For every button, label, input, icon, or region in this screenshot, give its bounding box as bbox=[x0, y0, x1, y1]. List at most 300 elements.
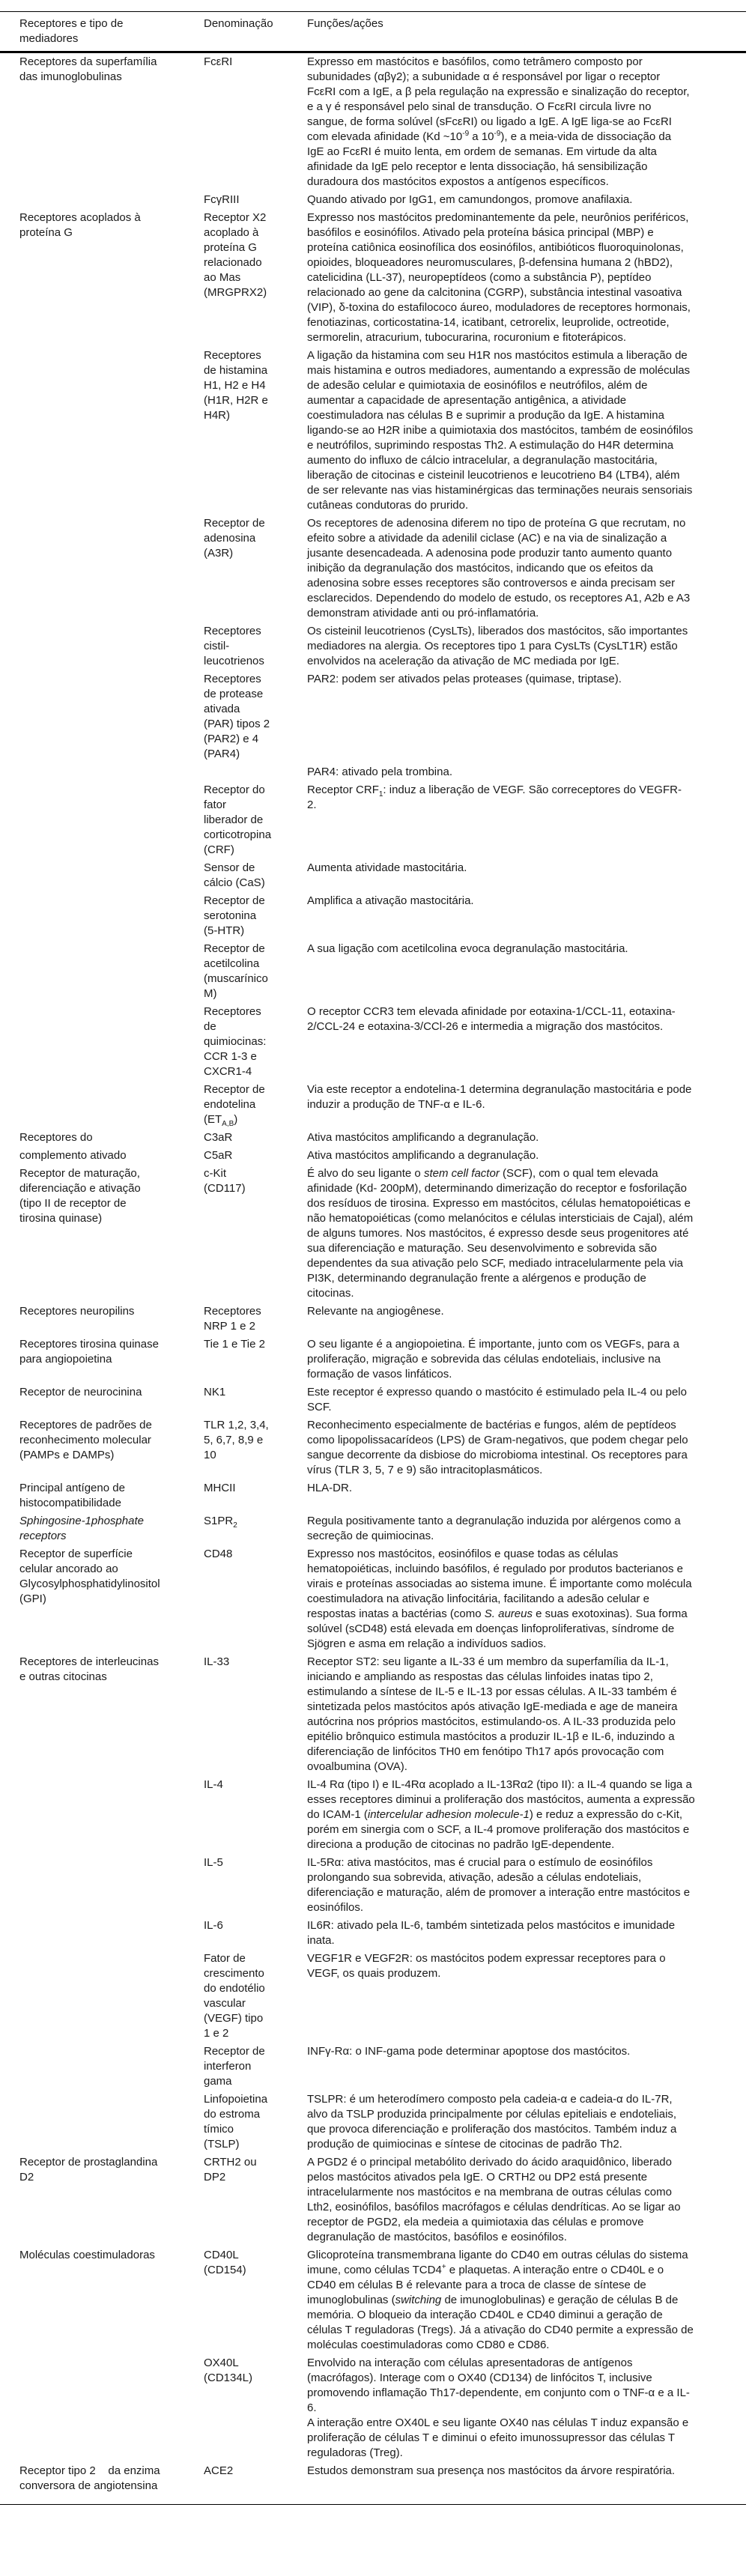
text-line: Relevante na angiogênese. bbox=[307, 1305, 444, 1318]
table-row bbox=[0, 1776, 746, 1854]
denomination-cell bbox=[204, 1950, 307, 2043]
table-row bbox=[0, 1129, 746, 1147]
text-line: FcεRI com a IgE, a β pela regulação na expressão e sinalização do receptor, bbox=[307, 85, 690, 98]
text-line: Receptores acoplados à bbox=[19, 211, 141, 224]
table-row bbox=[0, 763, 746, 781]
text-segment: ) e reduz a expressão do c-Kit, bbox=[529, 1808, 683, 1821]
receptor-type-cell bbox=[0, 191, 204, 209]
denomination-cell bbox=[204, 52, 307, 192]
text-line: (5-HTR) bbox=[204, 924, 245, 937]
text-line: Receptor de bbox=[204, 517, 265, 530]
denomination-cell bbox=[204, 1416, 307, 1479]
receptor-type-cell bbox=[0, 1950, 204, 2043]
text-line: Reconhecimento especialmente de bactérias e fungos, além de peptídeos bbox=[307, 1419, 676, 1431]
text-line: Ativa mastócitos amplificando a degranulação. bbox=[307, 1149, 539, 1162]
text-line: direciona a produção de citocinas no padrão IgE-dependente. bbox=[307, 1838, 615, 1851]
text-line: de ser relevante nas vias histaminérgicas das terminações neurais sensoriais bbox=[307, 484, 693, 497]
text-line: C5aR bbox=[204, 1149, 233, 1162]
receptor-type-cell bbox=[0, 2154, 204, 2246]
text-line: relacionado bbox=[204, 256, 262, 269]
receptor-type-cell bbox=[0, 1854, 204, 1917]
text-line: coestimuladora na ativação linfocitária, facilitando a adesão celular e bbox=[307, 1592, 649, 1605]
text-line: formação de vasos linfáticos. bbox=[307, 1368, 452, 1381]
table-row bbox=[0, 2462, 746, 2505]
text-line: envolvidos na aceleração da ativação de MC mediada por IgE. bbox=[307, 655, 619, 667]
denomination-cell bbox=[204, 940, 307, 1003]
text-line: Fator de bbox=[204, 1952, 246, 1965]
receptor-type-cell bbox=[0, 859, 204, 892]
table-row bbox=[0, 1950, 746, 2043]
functions-cell bbox=[307, 52, 746, 192]
text-line: induzir a produção de TNF-α e IL-6. bbox=[307, 1098, 485, 1111]
text-line: sintetizada pelos mastócitos após ativação IgE-mediada e age de maneira bbox=[307, 1700, 678, 1713]
text-line: sermorelin, atracurium, tubocurarina, rocuronium e fitoterápicos. bbox=[307, 331, 627, 344]
text-line: Receptores tirosina quinase bbox=[19, 1338, 159, 1351]
text-line: esses receptores diminui a proliferação dos mastócitos, aumenta a expressão bbox=[307, 1793, 695, 1806]
receptor-type-cell bbox=[0, 622, 204, 670]
table-row bbox=[0, 1416, 746, 1479]
header-row bbox=[0, 12, 746, 52]
denomination-cell bbox=[204, 1545, 307, 1653]
receptor-type-cell bbox=[0, 1917, 204, 1950]
text-line: (tipo II de receptor de bbox=[19, 1197, 127, 1210]
text-line: das imunoglobulinas bbox=[19, 70, 122, 83]
text-segment: a 10 bbox=[469, 130, 494, 143]
text-line: SCF. bbox=[307, 1401, 332, 1413]
text-line: Receptor de neurocinina bbox=[19, 1386, 142, 1398]
table-row bbox=[0, 859, 746, 892]
header-denomination bbox=[204, 12, 307, 52]
text-line: sangue, de forma solúvel (sFcεRI) ou ligado a IgE. A IgE liga-se ao FcεRI bbox=[307, 115, 672, 128]
text-line: Receptor X2 bbox=[204, 211, 267, 224]
text-line: Receptores bbox=[204, 625, 261, 637]
text-line: A sua ligação com acetilcolina evoca degranulação mastocitária. bbox=[307, 942, 628, 955]
text-line: NRP 1 e 2 bbox=[204, 1320, 255, 1333]
header-line: Denominação bbox=[204, 17, 273, 30]
text-line: opioides, bloqueadores neuromusculares, β-defensina humana 2 (hBD2), bbox=[307, 256, 673, 269]
text-line: CD40L bbox=[204, 2249, 239, 2261]
receptor-type-cell bbox=[0, 1081, 204, 1129]
text-line: jusante desencadeada. A adenosina pode produzir tanto aumento quanto bbox=[307, 547, 673, 560]
text-line: NK1 bbox=[204, 1386, 226, 1398]
text-line: PAR2: podem ser ativados pelas proteases (quimase, triptase). bbox=[307, 673, 622, 685]
text-segment: e plaquetas. A interação entre o CD40L e o bbox=[446, 2264, 664, 2276]
denomination-cell bbox=[204, 2354, 307, 2462]
functions-cell bbox=[307, 2091, 746, 2154]
table-row bbox=[0, 1653, 746, 1776]
text-segment: (SCF), com o qual tem elevada bbox=[499, 1167, 658, 1180]
text-line: CD40 em células B é relevante para a troca de classe de síntese de bbox=[307, 2279, 646, 2291]
functions-cell bbox=[307, 2043, 746, 2091]
text-line: epitélio brônquico estimula mastócitos a produzir IL-1β e IL-6, induzindo a bbox=[307, 1730, 675, 1743]
functions-cell bbox=[307, 209, 746, 347]
text-line: A PGD2 é o principal metabólito derivado do ácido araquidônico, liberado bbox=[307, 2156, 672, 2169]
functions-cell bbox=[307, 1384, 746, 1416]
table-row bbox=[0, 1384, 746, 1416]
denomination-cell bbox=[204, 2246, 307, 2354]
text-line: Receptores de padrões de bbox=[19, 1419, 152, 1431]
text-line: tímico bbox=[204, 2123, 234, 2136]
italic-text: stem cell factor bbox=[423, 1167, 500, 1180]
text-line bbox=[307, 1807, 746, 1822]
denomination-cell bbox=[204, 1479, 307, 1512]
text-line: e a γ é responsável pelo sinal de transdução. O FcεRI circula livre no bbox=[307, 100, 652, 113]
text-segment: imune, como células TCD4 bbox=[307, 2264, 442, 2276]
text-line: sangue decorrente da disbiose do microbioma intestinal. Os receptores para bbox=[307, 1449, 688, 1461]
text-line: hematopoiéticas, incluindo basófilos, é regulado por produtos bacterianos e bbox=[307, 1563, 683, 1575]
header-functions bbox=[307, 12, 746, 52]
functions-cell bbox=[307, 347, 746, 515]
text-line: proteína G bbox=[19, 226, 73, 239]
text-line: leucotrienos bbox=[204, 655, 264, 667]
functions-cell bbox=[307, 2246, 746, 2354]
text-line: receptor de PGD2, ela medeia a quimiotaxia das células e promove bbox=[307, 2216, 644, 2228]
functions-cell bbox=[307, 1545, 746, 1653]
denomination-cell bbox=[204, 2091, 307, 2154]
text-line: proteína G bbox=[204, 241, 257, 254]
text-line: (PAR2) e 4 bbox=[204, 733, 259, 745]
text-segment: com elevada afinidade (Kd ~10 bbox=[307, 130, 463, 143]
text-line: duradoura dos mastócitos expostos a antígenos específicos. bbox=[307, 175, 609, 188]
text-line: (VIP), δ-toxina do estafilococo áureo, moduladores de receptores hormonais, bbox=[307, 301, 691, 314]
text-line: conversora de angiotensina bbox=[19, 2479, 158, 2492]
text-line: celular ancorado ao bbox=[19, 1563, 118, 1575]
text-line bbox=[307, 1607, 746, 1622]
text-segment: ) bbox=[234, 1113, 238, 1126]
text-line: para angiopoietina bbox=[19, 1353, 112, 1366]
receptor-type-cell bbox=[0, 1003, 204, 1081]
table-row bbox=[0, 1165, 746, 1303]
denomination-cell bbox=[204, 1336, 307, 1384]
text-line: gama bbox=[204, 2075, 232, 2088]
text-line: e outras citocinas bbox=[19, 1670, 107, 1683]
text-line: ovoalbumina (OVA). bbox=[307, 1760, 407, 1773]
italic-text: S. aureus bbox=[484, 1607, 533, 1620]
text-line: Receptores bbox=[204, 1305, 261, 1318]
text-line: 2. bbox=[307, 798, 317, 811]
text-line: citocinas. bbox=[307, 1287, 354, 1300]
text-line: 10 bbox=[204, 1449, 216, 1461]
text-line: diferenciação e ativação bbox=[19, 1182, 141, 1195]
text-line: PI3K, determinando degranulação frente a alérgenos e produção de bbox=[307, 1272, 646, 1285]
denomination-cell bbox=[204, 763, 307, 781]
text-line bbox=[307, 1166, 746, 1181]
functions-cell bbox=[307, 940, 746, 1003]
denomination-cell bbox=[204, 1653, 307, 1776]
text-line: dependentes da sua ativação pelo SCF, mediado intracelularmente pela via bbox=[307, 1257, 683, 1270]
receptor-type-cell bbox=[0, 1147, 204, 1165]
text-line: Sensor de bbox=[204, 861, 255, 874]
text-line: CXCR1-4 bbox=[204, 1065, 252, 1078]
table-row bbox=[0, 622, 746, 670]
text-line: do estroma bbox=[204, 2108, 261, 2121]
functions-cell bbox=[307, 1512, 746, 1545]
functions-cell bbox=[307, 622, 746, 670]
text-line: mediadores na alergia. Os receptores tipo 1 para CysLTs (CysLT1R) estão bbox=[307, 640, 678, 652]
text-line: (CD134L) bbox=[204, 2372, 253, 2384]
functions-cell bbox=[307, 1081, 746, 1129]
functions-cell bbox=[307, 1653, 746, 1776]
receptor-type-cell bbox=[0, 1129, 204, 1147]
table-row bbox=[0, 940, 746, 1003]
text-line: Glycosylphosphatidylinositol bbox=[19, 1578, 160, 1590]
text-line: TSLPR: é um heterodímero composto pela cadeia-α e cadeia-α do IL-7R, bbox=[307, 2093, 673, 2106]
text-line: (CRF) bbox=[204, 843, 234, 856]
text-line: dos resíduos de tirosina. Expresso em mastócitos, células hematopoiéticas e bbox=[307, 1197, 691, 1210]
superscript: -9 bbox=[494, 130, 501, 138]
text-line: (CD154) bbox=[204, 2264, 246, 2276]
text-line: coestimuladora nas células B e suprimir a produção da IgE. A histamina bbox=[307, 409, 664, 422]
text-line: que provoca diferenciação e proliferação dos mastócitos. Também induz a bbox=[307, 2123, 677, 2136]
text-line bbox=[307, 2263, 746, 2278]
text-line: Ativa mastócitos amplificando a degranulação. bbox=[307, 1131, 539, 1144]
text-line: ligando-se ao H2R inibe a quimiotaxia dos mastócitos, também de eosinófilos bbox=[307, 424, 694, 437]
header-line: mediadores bbox=[19, 32, 79, 45]
text-line: como lipopolissacarídeos (LPS) de Gram-negativos, que podem chegar pelo bbox=[307, 1434, 688, 1446]
text-segment: e suas exotoxinas). Sua forma bbox=[533, 1607, 688, 1620]
text-line: memória. O bloqueio da interação CD40L e CD40 diminui a geração de bbox=[307, 2309, 663, 2321]
text-line: PAR4: ativado pela trombina. bbox=[307, 766, 452, 778]
italic-text: switching bbox=[395, 2294, 442, 2306]
text-line: A ligação da histamina com seu H1R nos mastócitos estimula a liberação de bbox=[307, 349, 688, 362]
text-line: mais histamina e outros mediadores, aumentando a expressão de moléculas bbox=[307, 364, 691, 377]
text-line: DP2 bbox=[204, 2171, 226, 2183]
text-line: inibição da degranulação dos mastócitos, indicando que os efeitos da bbox=[307, 562, 653, 575]
text-line: moléculas coestimuladoras como CD80 e CD86. bbox=[307, 2339, 550, 2351]
text-line: CRTH2 ou bbox=[204, 2156, 257, 2169]
text-line: Receptor de bbox=[204, 1083, 265, 1096]
table-row bbox=[0, 1512, 746, 1545]
table-row bbox=[0, 2354, 746, 2462]
text-line: 1 e 2 bbox=[204, 2027, 229, 2040]
subscript: 2 bbox=[233, 1521, 237, 1530]
text-line: ao Mas bbox=[204, 271, 241, 284]
text-line: não hematopoiéticas (como melanócitos e células intersticiais de Cajal), além bbox=[307, 1212, 694, 1225]
text-line: 2/CCL-24 e eotaxina-3/CCl-26 e intermedia a migração dos mastócitos. bbox=[307, 1020, 664, 1033]
text-line: ativada bbox=[204, 703, 240, 715]
text-line: quimiocinas: bbox=[204, 1035, 267, 1048]
text-line: (TSLP) bbox=[204, 2138, 240, 2151]
superscript: -9 bbox=[462, 130, 470, 138]
table-row bbox=[0, 1545, 746, 1653]
receptor-type-cell bbox=[0, 1303, 204, 1336]
text-line: IL6R: ativado pela IL-6, também sintetizada pelos mastócitos e imunidade bbox=[307, 1919, 676, 1932]
text-line: fenotiazinas, corticostatina-14, icatibant, cetrorelix, leuprolide, octreotide, bbox=[307, 316, 670, 329]
text-line bbox=[307, 130, 746, 145]
denomination-cell bbox=[204, 1165, 307, 1303]
text-line: Glicoproteína transmembrana ligante do CD40 em outras células do sistema bbox=[307, 2249, 688, 2261]
text-line: FcγRIII bbox=[204, 193, 240, 206]
table-row bbox=[0, 52, 746, 192]
text-line: IgE ao FcεRI é muito lenta, em ordem de semanas. Em virtude da alta bbox=[307, 145, 657, 158]
text-line: endotelina bbox=[204, 1098, 256, 1111]
text-line bbox=[204, 1112, 307, 1127]
functions-cell bbox=[307, 763, 746, 781]
text-line: pelos mastócitos ativados pela IgE. O CRTH2 ou DP2 está presente bbox=[307, 2171, 648, 2183]
text-line: O receptor CCR3 tem elevada afinidade por eotaxina-1/CCL-11, eotaxina- bbox=[307, 1005, 676, 1018]
text-line: TLR 1,2, 3,4, bbox=[204, 1419, 269, 1431]
text-line: Lth2, eosinófilos, basófilos macrófagos e células dendríticas. Ao se ligar ao bbox=[307, 2201, 681, 2213]
denomination-cell bbox=[204, 1129, 307, 1147]
text-line: Estudos demonstram sua presença nos mastócitos da árvore respiratória. bbox=[307, 2464, 676, 2477]
denomination-cell bbox=[204, 1003, 307, 1081]
text-line: iniciando e ampliando as respostas das células linfoides inatas tipo 2, bbox=[307, 1670, 653, 1683]
text-segment: de imunoglobulinas) e geração de células B de bbox=[441, 2294, 679, 2306]
mast-cell-receptors-table bbox=[0, 11, 746, 2505]
text-line: c-Kit bbox=[204, 1167, 226, 1180]
text-line: IL-5Rα: ativa mastócitos, mas é crucial para o estímulo de eosinófilos bbox=[307, 1856, 653, 1869]
text-line: inata. bbox=[307, 1934, 335, 1947]
denomination-cell bbox=[204, 347, 307, 515]
table-row bbox=[0, 1336, 746, 1384]
denomination-cell bbox=[204, 1303, 307, 1336]
text-line: porém em sinergia com o SCF, a IL-4 promove proliferação dos mastócitos e bbox=[307, 1823, 690, 1836]
header-line: Funções/ações bbox=[307, 17, 383, 30]
text-line: CCR 1-3 e bbox=[204, 1050, 257, 1063]
denomination-cell bbox=[204, 622, 307, 670]
denomination-cell bbox=[204, 859, 307, 892]
table-row bbox=[0, 1003, 746, 1081]
functions-cell bbox=[307, 781, 746, 859]
text-line: Receptor de bbox=[204, 942, 265, 955]
text-line: A interação entre OX40L e seu ligante OX40 nas células T induz expansão e bbox=[307, 2416, 689, 2429]
table-row bbox=[0, 1081, 746, 1129]
table-row bbox=[0, 2246, 746, 2354]
receptor-type-cell bbox=[0, 781, 204, 859]
text-line: (PAR4) bbox=[204, 748, 240, 760]
functions-cell bbox=[307, 1950, 746, 2043]
superscript: + bbox=[441, 2263, 446, 2271]
text-line: acoplado à bbox=[204, 226, 259, 239]
text-line: Receptores do bbox=[19, 1131, 93, 1144]
text-line: reguladoras (Treg). bbox=[307, 2446, 403, 2459]
text-line: ACE2 bbox=[204, 2464, 234, 2477]
table-row bbox=[0, 1479, 746, 1512]
functions-cell bbox=[307, 1854, 746, 1917]
receptor-type-cell bbox=[0, 1165, 204, 1303]
italic-text: Sphingosine-1phosphate bbox=[19, 1515, 144, 1527]
functions-cell bbox=[307, 1917, 746, 1950]
functions-cell bbox=[307, 859, 746, 892]
text-line: proliferação, migração e sobrevida das células endoteliais, inclusive na bbox=[307, 1353, 661, 1366]
table-body bbox=[0, 52, 746, 2505]
denomination-cell bbox=[204, 892, 307, 940]
functions-cell bbox=[307, 2354, 746, 2462]
table-row bbox=[0, 892, 746, 940]
text-line: alvo da TSLP produzida principalmente por células epiteliais e endoteliais, bbox=[307, 2108, 677, 2121]
text-line: IL-6 bbox=[204, 1919, 223, 1932]
text-line: de protease bbox=[204, 688, 264, 700]
denomination-cell bbox=[204, 1854, 307, 1917]
text-line: demonstram atividade anti ou pró-inflamatória. bbox=[307, 607, 539, 619]
text-line: OX40L bbox=[204, 2357, 239, 2369]
functions-cell bbox=[307, 1479, 746, 1512]
text-line: aumento do influxo de cálcio intracelular, a degranulação mastocitária, bbox=[307, 454, 658, 467]
functions-cell bbox=[307, 892, 746, 940]
text-line: virais e proteínas associadas ao sistema imune. É importante como molécula bbox=[307, 1578, 692, 1590]
receptor-type-cell bbox=[0, 1336, 204, 1384]
table-row bbox=[0, 781, 746, 859]
text-line: vascular bbox=[204, 1997, 246, 2010]
text-line bbox=[19, 1514, 204, 1529]
text-line: Quando ativado por IgG1, em camundongos, promove anafilaxia. bbox=[307, 193, 633, 206]
receptor-type-cell bbox=[0, 515, 204, 622]
text-line: células T reguladoras (Tregs). Já a ativação do CD40 permite a expressão de bbox=[307, 2324, 694, 2336]
functions-cell bbox=[307, 1416, 746, 1479]
table-row bbox=[0, 209, 746, 347]
functions-cell bbox=[307, 1165, 746, 1303]
text-segment: S1PR bbox=[204, 1515, 234, 1527]
text-line: crescimento bbox=[204, 1967, 264, 1980]
functions-cell bbox=[307, 2462, 746, 2505]
text-line: (PAMPs e DAMPs) bbox=[19, 1449, 115, 1461]
text-line: cistil- bbox=[204, 640, 230, 652]
text-line: (MRGPRX2) bbox=[204, 286, 267, 299]
functions-cell bbox=[307, 670, 746, 763]
text-line: IL-5 bbox=[204, 1856, 223, 1869]
text-line: Receptor tipo 2 da enzima bbox=[19, 2464, 160, 2477]
text-line: diferenciação de linfócitos TH0 em fenótipo Th17 após provocação com bbox=[307, 1745, 664, 1758]
functions-cell bbox=[307, 1003, 746, 1081]
text-line: basófilos e eosinófilos. Ativado pela proteína básica principal (MBP) e bbox=[307, 226, 654, 239]
denomination-cell bbox=[204, 1081, 307, 1129]
text-line: cutâneas condutoras do prurido. bbox=[307, 499, 469, 512]
text-line: de adesão celular e quimiotaxia de eosinófilos e neutrófilos, além de bbox=[307, 379, 648, 392]
text-line: Aumenta atividade mastocitária. bbox=[307, 861, 467, 874]
text-line: adenosina bbox=[204, 532, 256, 545]
text-line: cálcio (CaS) bbox=[204, 876, 265, 889]
text-line bbox=[307, 2293, 746, 2308]
text-line: IL-33 bbox=[204, 1655, 230, 1668]
text-line: secreção de quimiocinas. bbox=[307, 1530, 434, 1542]
receptor-type-cell bbox=[0, 1479, 204, 1512]
subscript: A,B bbox=[222, 1120, 234, 1128]
denomination-cell bbox=[204, 1776, 307, 1854]
text-line: 5, 6,7, 8,9 e bbox=[204, 1434, 264, 1446]
text-line: Expresso em mastócitos e basófilos, como tetrâmero composto por bbox=[307, 55, 643, 68]
table-row bbox=[0, 2043, 746, 2091]
text-line: Receptor de prostaglandina bbox=[19, 2156, 158, 2169]
text-line: HLA-DR. bbox=[307, 1482, 353, 1494]
text-line bbox=[204, 1514, 307, 1529]
table-row bbox=[0, 670, 746, 763]
header-receptor-type bbox=[0, 12, 204, 52]
text-line: vírus (TLR 3, 5, 7 e 9) são intracitoplasmáticos. bbox=[307, 1464, 543, 1476]
table-row bbox=[0, 2091, 746, 2154]
functions-cell bbox=[307, 1336, 746, 1384]
text-line: Receptor de bbox=[204, 894, 265, 907]
receptor-type-cell bbox=[0, 209, 204, 347]
receptor-type-cell bbox=[0, 892, 204, 940]
receptor-type-cell bbox=[0, 1653, 204, 1776]
receptor-type-cell bbox=[0, 1512, 204, 1545]
text-line: O seu ligante é a angiopoietina. É importante, junto com os VEGFs, para a bbox=[307, 1338, 679, 1351]
denomination-cell bbox=[204, 2154, 307, 2246]
text-line: INFγ-Rα: o INF-gama pode determinar apoptose dos mastócitos. bbox=[307, 2045, 631, 2058]
table-row bbox=[0, 347, 746, 515]
text-line: Principal antígeno de bbox=[19, 1482, 125, 1494]
denomination-cell bbox=[204, 2462, 307, 2505]
text-segment: : induz a liberação de VEGF. São correceptores do VEGFR- bbox=[383, 784, 682, 796]
denomination-cell bbox=[204, 1512, 307, 1545]
receptor-type-cell bbox=[0, 2091, 204, 2154]
text-line: Expresso nos mastócitos, eosinófilos e quase todas as células bbox=[307, 1548, 619, 1560]
text-line: intracelularmente nos mastócitos e na membrana de outras células como bbox=[307, 2186, 672, 2198]
receptor-type-cell bbox=[0, 763, 204, 781]
text-line: corticotropina bbox=[204, 828, 272, 841]
text-line: de bbox=[204, 1020, 216, 1033]
text-line: Receptor de bbox=[204, 2045, 265, 2058]
